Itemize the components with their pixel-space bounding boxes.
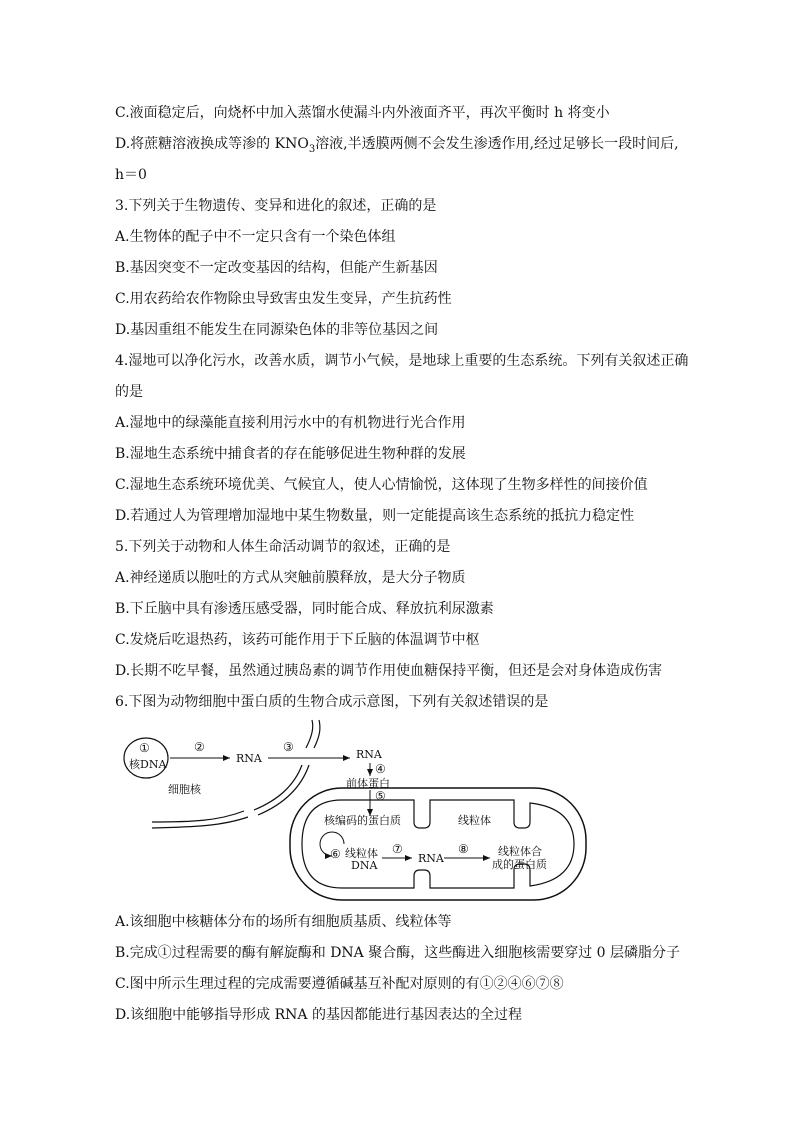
mito-protein-label-2: 成的蛋白质 [492,858,547,871]
option-6d: D.该细胞中能够指导形成 RNA 的基因都能进行基因表达的全过程 [115,1007,522,1023]
question-4: 4.湿地可以净化污水，改善水质，调节小气候，是地球上重要的生态系统。下列有关叙述正确 [115,353,689,369]
option-3b: B.基因突变不一定改变基因的结构，但能产生新基因 [115,260,438,276]
option-2d-part2: 溶液,半透膜两侧不会发生渗透作用,经过足够长一段时间后, [315,136,679,152]
question-4-cont: 的是 [115,384,143,400]
kno3-subscript: 3 [308,143,316,155]
question-5: 5.下列关于动物和人体生命活动调节的叙述，正确的是 [115,539,451,555]
question-6: 6.下图为动物细胞中蛋白质的生物合成示意图，下列有关叙述错误的是 [115,694,549,710]
option-4c: C.湿地生态系统环境优美、气候宜人，使人心情愉悦，这体现了生物多样性的间接价值 [115,477,648,493]
label-3: ③ [283,740,294,754]
nuclear-encoded-protein-label: 核编码的蛋白质 [324,814,401,827]
option-6a: A.该细胞中核糖体分布的场所有细胞质基质、线粒体等 [115,914,452,930]
option-6b: B.完成①过程需要的酶有解旋酶和 DNA 聚合酶，这些酶进入细胞核需要穿过 0 层磷脂分子 [115,945,681,961]
option-4d: D.若通过人为管理增加湿地中某生物数量，则一定能提高该生态系统的抵抗力稳定性 [115,508,635,524]
nuclear-membrane-top [306,720,313,748]
option-2d-cont: h＝0 [115,167,147,183]
label-8: ⑧ [458,842,469,856]
option-3a: A.生物体的配子中不一定只含有一个染色体组 [115,229,396,245]
option-3c: C.用农药给农作物除虫导致害虫发生变异，产生抗药性 [115,291,452,307]
option-2d [115,135,679,159]
nucleus-label: 细胞核 [168,783,201,796]
nuclear-membrane-top-2 [314,720,320,748]
label-7: ⑦ [392,842,403,856]
option-5c: C.发烧后吃退热药，该药可能作用于下丘脑的体温调节中枢 [115,632,480,648]
nucleus-dna-label: 核DNA [129,758,167,771]
mito-rna-label: RNA [418,852,444,865]
mitochondrion-label: 线粒体 [458,814,491,827]
option-2d-part1: D.将蔗糖溶液换成等渗的 KNO [115,136,309,152]
mito-dna-label-1: 线粒体 [345,847,378,860]
rna-label-2: RNA [356,748,382,761]
option-4a: A.湿地中的绿藻能直接利用污水中的有机物进行光合作用 [115,415,466,431]
mito-protein-label-1: 线粒体合 [498,845,542,858]
option-5b: B.下丘脑中具有渗透压感受器，同时能合成、释放抗利尿激素 [115,601,494,617]
question-3: 3.下列关于生物遗传、变异和进化的叙述，正确的是 [115,198,437,214]
nuclear-membrane-low [152,811,244,822]
nuclear-membrane-mid [254,765,302,810]
mito-dna-label-2: DNA [351,859,378,872]
rna-label-1: RNA [236,752,262,765]
label-1: ① [139,741,150,755]
option-4b: B.湿地生态系统中捕食者的存在能够促进生物种群的发展 [115,446,466,462]
option-3d: D.基因重组不能发生在同源染色体的非等位基因之间 [115,322,439,338]
precursor-protein-label: 前体蛋白 [346,777,390,790]
option-6c: C.图中所示生理过程的完成需要遵循碱基互补配对原则的有①②④⑥⑦⑧ [115,976,564,992]
label-6: ⑥ [330,847,341,861]
label-5: ⑤ [375,789,386,803]
option-5a: A.神经递质以胞吐的方式从突触前膜释放，是大分子物质 [115,570,466,586]
option-5d: D.长期不吃早餐，虽然通过胰岛素的调节作用使血糖保持平衡，但还是会对身体造成伤害 [115,663,663,679]
option-2c: C.液面稳定后，向烧杯中加入蒸馏水使漏斗内外液面齐平，再次平衡时 h 将变小 [115,105,610,121]
label-4: ④ [375,762,386,776]
label-2: ② [194,740,205,754]
protein-synthesis-diagram [118,718,588,906]
